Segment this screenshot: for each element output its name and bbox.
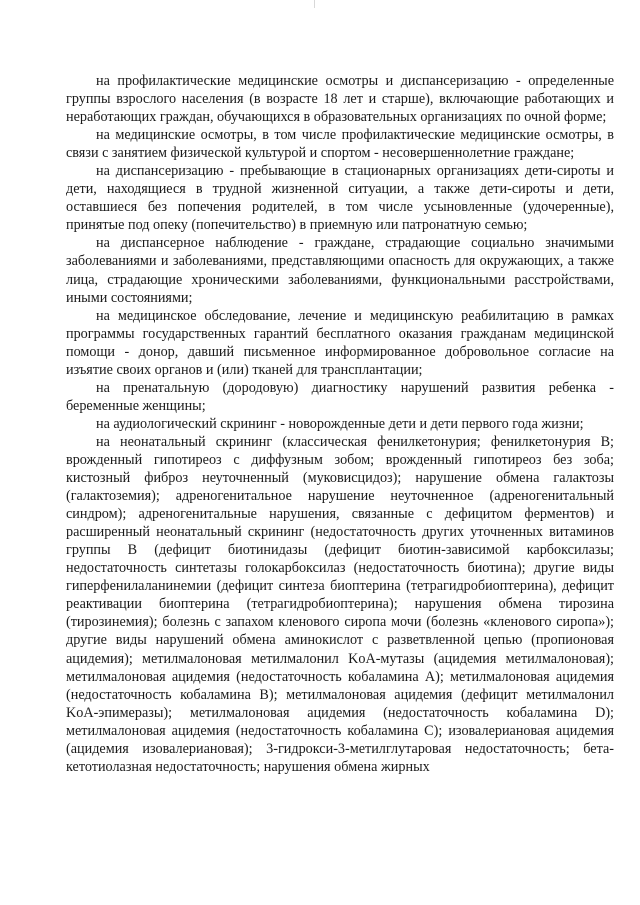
paragraph-audiological-screening: на аудиологический скрининг - новорожденные дети и дети первого года жизни;: [96, 415, 584, 432]
paragraph-prenatal-diagnostics: на пренатальную (дородовую) диагностику нарушений развития ребенка - беременные женщины;: [66, 379, 614, 414]
document-body: [66, 72, 614, 776]
paragraph-sport-exams: на медицинские осмотры, в том числе профилактические медицинские осмотры, в связи с занятием физической культурой и спортом - несовершеннолетние граждане;: [66, 127, 614, 162]
paragraph-dispensary-observation: на диспансерное наблюдение - граждане, страдающие социально значимыми заболеваниями и заболеваниями, представляющими опасность для окружающих, а также лица, страдающие хроническими заболеваниями, функциональными расстройствами, иными состояниями;: [66, 235, 614, 306]
paragraph-neonatal-screening: на неонатальный скрининг (классическая фенилкетонурия; фенилкетонурия B; врожденный гипотиреоз с диффузным зобом; врожденный гипотиреоз без зоба; кистозный фиброз неуточненный (муковисцидоз); нарушение обмена галактозы (галактоземия); адреногенитальное нарушение неуточненное (адреногенитальный синдром); адреногенитальные нарушения, связанные с дефицитом ферментов) и расширенный неонатальный скрининг (недостаточность других уточненных витаминов группы B (дефицит биотинидазы (дефицит биотин-зависимой карбоксилазы; недостаточность синтетазы голокарбоксилаз (недостаточность биотина); другие виды гиперфенилаланинемии (дефицит синтеза биоптерина (тетрагидробиоптерина), дефицит реактивации биоптерина (тетрагидробиоптерина); нарушения обмена тирозина (тирозинемия); болезнь с запахом кленового сиропа мочи (болезнь «кленового сиропа»); другие виды нарушений обмена аминокислот с разветвленной цепью (пропионовая ацидемия); метилмалоновая метилмалонил KoA-мутазы (ацидемия метилмалоновая); метилмалоновая ацидемия (недостаточность кобаламина A); метилмалоновая ацидемия (недостаточность кобаламина B); метилмалоновая ацидемия (дефицит метилмалонил KoA-эпимеразы); метилмалоновая ацидемия (недостаточность кобаламина D); метилмалоновая ацидемия (недостаточность кобаламина C); изовалериановая ацидемия (ацидемия изовалериановая); 3-гидрокси-3-метилглутаровая недостаточность; бета-кетотиолазная недостаточность; нарушения обмена жирных: [66, 433, 614, 775]
scan-mark: [314, 0, 315, 8]
paragraph-preventive-exams: на профилактические медицинские осмотры и диспансеризацию - определенные группы взрослого населения (в возрасте 18 лет и старше), включающие работающих и неработающих граждан, обучающихся в образовательных организациях по очной форме;: [66, 73, 614, 126]
paragraph-orphan-dispensarization: на диспансеризацию - пребывающие в стационарных организациях дети-сироты и дети, находящиеся в трудной жизненной ситуации, а также дети-сироты и дети, оставшиеся без попечения родителей, в том числе усыновленные (удочеренные), принятые под опеку (попечительство) в приемную или патронатную семью;: [66, 163, 614, 234]
paragraph-donor-examination: на медицинское обследование, лечение и медицинскую реабилитацию в рамках программы государственных гарантий бесплатного оказания гражданам медицинской помощи - донор, давший письменное информированное добровольное согласие на изъятие своих органов и (или) тканей для трансплантации;: [66, 307, 614, 378]
